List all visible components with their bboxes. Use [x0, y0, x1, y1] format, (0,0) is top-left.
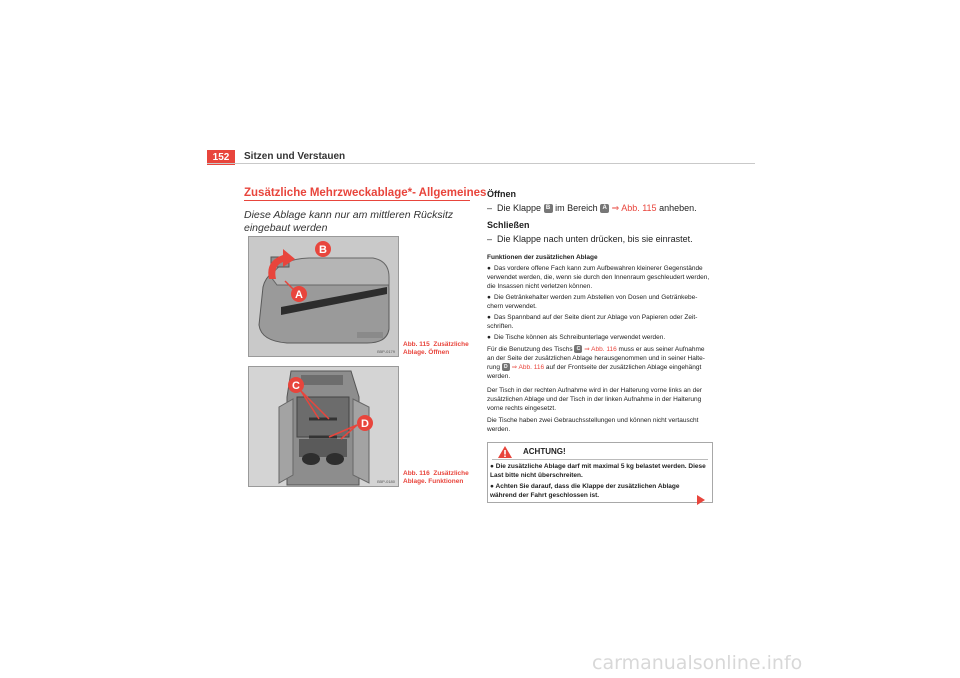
page-number: 152 — [207, 150, 235, 165]
key-b-badge: B — [544, 204, 553, 213]
figure-116-caption: Abb. 116 Zusätzliche Ablage. Funktionen — [403, 470, 469, 485]
section-subtitle: Diese Ablage kann nur am mittleren Rücksitz eingebaut werden — [244, 209, 454, 234]
list-item: ● Das vordere offene Fach kann zum Aufbewahren kleinerer Gegenstände verwendet werden, die, wenn sie durch den Innenraum geschleudert werden, die Insassen nicht verletzen können. — [487, 265, 710, 290]
figure-ref-link[interactable]: Abb. 116 — [591, 346, 617, 353]
warning-header — [492, 446, 708, 460]
table-position-paragraph: Der Tisch in der rechten Aufnahme wird in der Halterung vorne links an der zusätzlichen Ablage und der Tisch in der linken Aufnahme in der Halterung vorne rechts eingesetzt. — [487, 387, 702, 412]
table-usage-paragraph: Für die Benutzung des Tischs C ⇒ Abb. 116 muss er aus seiner Aufnahme an der Seite der zusätzlichen Ablage herausgenommen und in seiner Halte-rung D ⇒ Abb. 116 auf der Frontseite der zusätzlichen Ablage eingehängt werden. — [487, 346, 705, 380]
functions-heading: Funktionen der zusätzlichen Ablage — [487, 254, 598, 261]
list-item: ● Die Getränkehalter werden zum Abstellen von Dosen und Getränkebe-chern verwendet. — [487, 294, 698, 310]
warning-box — [487, 442, 713, 503]
figure-ref-link[interactable]: Abb. 116 — [518, 364, 545, 371]
chapter-title: Sitzen und Verstauen — [244, 151, 346, 162]
section-title: Zusätzliche Mehrzweckablage*- Allgemeines — [244, 187, 487, 199]
key-d-badge: D — [502, 363, 510, 371]
key-a-badge: A — [600, 204, 609, 213]
key-c-badge: C — [574, 345, 582, 353]
figure-ref-link[interactable]: Abb. 115 — [621, 203, 657, 213]
svg-text:B: B — [319, 244, 327, 256]
watermark: carmanualsonline.info — [592, 652, 803, 674]
figure-code: B5P-0180 — [377, 479, 395, 484]
next-page-arrow-icon[interactable] — [697, 495, 705, 505]
svg-text:A: A — [295, 289, 303, 301]
section-rule — [244, 200, 470, 201]
functions-list — [487, 264, 710, 342]
figure-115-caption: Abb. 115 Zusätzliche Ablage. Öffnen — [403, 341, 469, 356]
header-rule — [207, 163, 755, 164]
armrest-functions-illustration — [249, 367, 398, 486]
closing-step: – Die Klappe nach unten drücken, bis sie einrastet. — [487, 234, 693, 244]
opening-heading: Öffnen — [487, 189, 516, 199]
svg-text:C: C — [292, 380, 300, 392]
closing-heading: Schließen — [487, 220, 530, 230]
figure-115-image — [248, 236, 399, 357]
opening-step: – Die Klappe B im Bereich A ⇒ Abb. 115 anheben. — [487, 203, 697, 213]
warning-triangle-icon — [498, 446, 512, 458]
list-item: ● Die Tische können als Schreibunterlage verwendet werden. — [487, 334, 666, 341]
armrest-open-illustration — [249, 237, 398, 356]
warning-item: ● Die zusätzliche Ablage darf mit maximal 5 kg belastet werden. Diese Last bitte nicht überschreiten. — [490, 463, 706, 479]
ref-arrow: ⇒ — [611, 203, 620, 213]
warning-title: ACHTUNG! — [523, 447, 566, 456]
table-usage-note: Die Tische haben zwei Gebrauchsstellungen und können nicht vertauscht werden. — [487, 417, 699, 433]
list-item: ● Das Spannband auf der Seite dient zur Ablage von Papieren oder Zeit-schriften. — [487, 314, 698, 330]
figure-116-image — [248, 366, 399, 487]
svg-text:D: D — [361, 418, 369, 430]
figure-code: B5P-0179 — [377, 349, 395, 354]
warning-item: ● Achten Sie darauf, dass die Klappe der zusätzlichen Ablage während der Fahrt geschlossen ist. — [490, 483, 680, 499]
